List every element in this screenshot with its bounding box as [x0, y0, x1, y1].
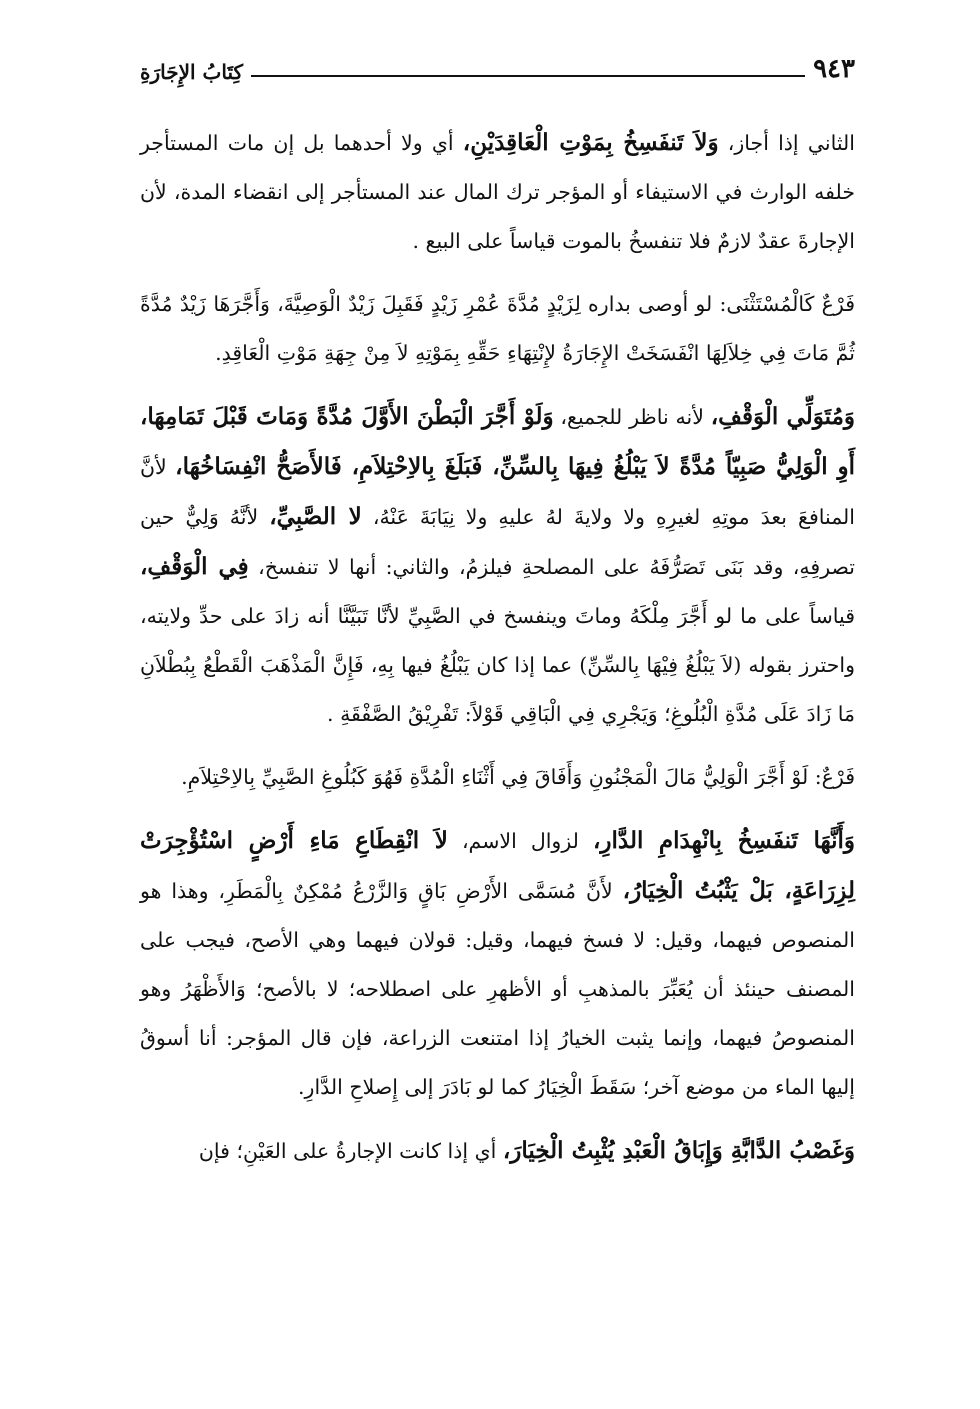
matn-text: لا الصَّبِيِّ، [269, 503, 362, 530]
paragraph [140, 1126, 855, 1176]
commentary-text: فَرْعٌ: لَوْ أَجَّرَ الْوَلِيُّ مَالَ الْمَجْنُونِ وَأَفَاقَ فِي أَثْنَاءِ الْمُدَّةِ فَهُوَ كَبُلُوغِ الصَّبِيِّ بِالاِحْتِلاَمِ. [181, 765, 855, 789]
commentary-text: لأَنَّ مُسَمَّى الأَرْضِ بَاقٍ وَالزَّرْعُ مُمْكِنٌ بِالْمَطَرِ، وهذا هو المنصوص فيهما، وقيل: لا فسخ فيهما، وقيل: قولان فيهما وهي الأصح، فيجب على المصنف حينئذ أن يُعَبِّرَ بالمذهبِ أو الأظهرِ على اصطلاحه؛ لا بالأصح؛ وَالأَظْهَرُ وهو المنصوصُ فيهما، وإنما يثبت الخيارُ إذا امتنعت الزراعة، فإن قال المؤجر: أنا أسوقُ إليها الماء من موضع آخر؛ سَقَطَ الْخِيَارُ كما لو بَادَرَ إلى إِصلاحِ الدَّارِ. [140, 879, 855, 1099]
matn-text: فِي الْوَقْفِ، [140, 553, 249, 580]
matn-text: وَغَصْبُ الدَّابَّةِ وَإِبَاقُ الْعَبْدِ يُثْبِتُ الْخِيَارَ، [502, 1137, 855, 1164]
commentary-text: قياساً على ما لو أَجَّرَ مِلْكَهُ وماتَ وينفسخ في الصَّبِيِّ لأنَّا تَبَيَّنَّا أنه زادَ على حدِّ ولايته، واحترز بقوله (لاَ يَبْلُغُ فِيْهَا بِالسِّنِّ) عما إذا كان يَبْلُغُ فيها بِهِ، فَإِنَّ الْمَذْهَبَ الْقَطْعُ بِبُطْلاَنِ مَا زَادَ عَلَى مُدَّةِ الْبُلُوغِ؛ وَيَجْرِي فِي الْبَاقِي قَوْلاً: تَفْرِيْقُ الصَّفْقَةِ . [140, 604, 855, 726]
matn-text: وَأَنَّهَا تَنفَسِخُ بِانْهِدَامِ الدَّارِ، [592, 827, 855, 854]
page-number: ٩٤٣ [813, 54, 855, 84]
commentary-text: لزوال الاسم، [447, 829, 593, 853]
commentary-text: لأنه ناظر للجميع، [553, 405, 711, 429]
matn-text: وَلَوْ أَجَّرَ الْبَطْنَ الأَوَّلَ مُدَّةً وَمَاتَ قَبْلَ تَمَامِهَا، أَوِ الْوَلِيُّ صَبِيّاً مُدَّةً لاَ يَبْلُغُ فِيهَا بِالسِّنِّ، فَبَلَغَ بِالاِحْتِلاَمِ، فَالأَصَحُّ انْفِسَاخُهَا، [140, 403, 856, 480]
body-text [140, 118, 855, 1176]
matn-text: لاَ انْقِطَاعِ مَاءِ أَرْضٍ اسْتُؤْجِرَتْ لِزِرَاعَةٍ، بَلْ يَثْبُتُ الْخِيَارُ، [140, 827, 855, 904]
commentary-text: لأنَّ المنافعَ بعدَ موتِهِ لغيرِهِ ولا ولايةَ لهُ عليهِ ولا نِيَابَةَ عَنْهُ، [140, 455, 855, 529]
commentary-text: لأنَّهُ وَلِيٌّ حين تصرفِهِ، وقد بَنَى تَصَرُّفَهُ على المصلحةِ فيلزمُ، والثاني: أنها لا تنفسخ، [140, 505, 856, 579]
paragraph [140, 816, 855, 1112]
running-header [140, 40, 855, 84]
commentary-text: أي ولا أحدهما بل إن مات المستأجر خلفه الوارث في الاستيفاء أو المؤجر ترك المال عند المستأجر إلى انقضاء المدة، لأن الإجارةَ عقدٌ لازمٌ فلا تنفسخُ بالموت قياساً على البيع . [140, 131, 855, 253]
paragraph [140, 753, 855, 802]
commentary-text: فَرْعٌ كَالْمُسْتَثْنَى: لو أوصى بداره لِزَيْدٍ مُدَّةَ عُمْرِ زَيْدٍ فَقَبِلَ زَيْدٌ الْوَصِيَّةَ، وَأَجَّرَهَا زَيْدٌ مُدَّةً ثُمَّ مَاتَ فِي خِلاَلِهَا انْفَسَخَتْ الإِجَارَةُ لإِنْتِهَاءِ حَقِّهِ بِمَوْتِهِ لاَ مِنْ جِهَةِ مَوْتِ الْعَاقِدِ. [140, 292, 855, 365]
commentary-text: الثاني إذا أجاز، [718, 131, 855, 155]
matn-text: وَمُتَوَلِّي الْوَقْفِ، [710, 403, 855, 430]
paragraph [140, 280, 855, 378]
commentary-text: أي إذا كانت الإجارةُ على العَيْنِ؛ فإن [198, 1139, 503, 1163]
paragraph [140, 392, 855, 739]
book-title: كِتَابُ الإِجَارَةِ [140, 60, 243, 84]
paragraph [140, 118, 855, 266]
matn-text: وَلاَ تَنفَسِخُ بِمَوْتِ الْعَاقِدَيْنِ، [462, 129, 719, 156]
header-rule [251, 75, 805, 77]
